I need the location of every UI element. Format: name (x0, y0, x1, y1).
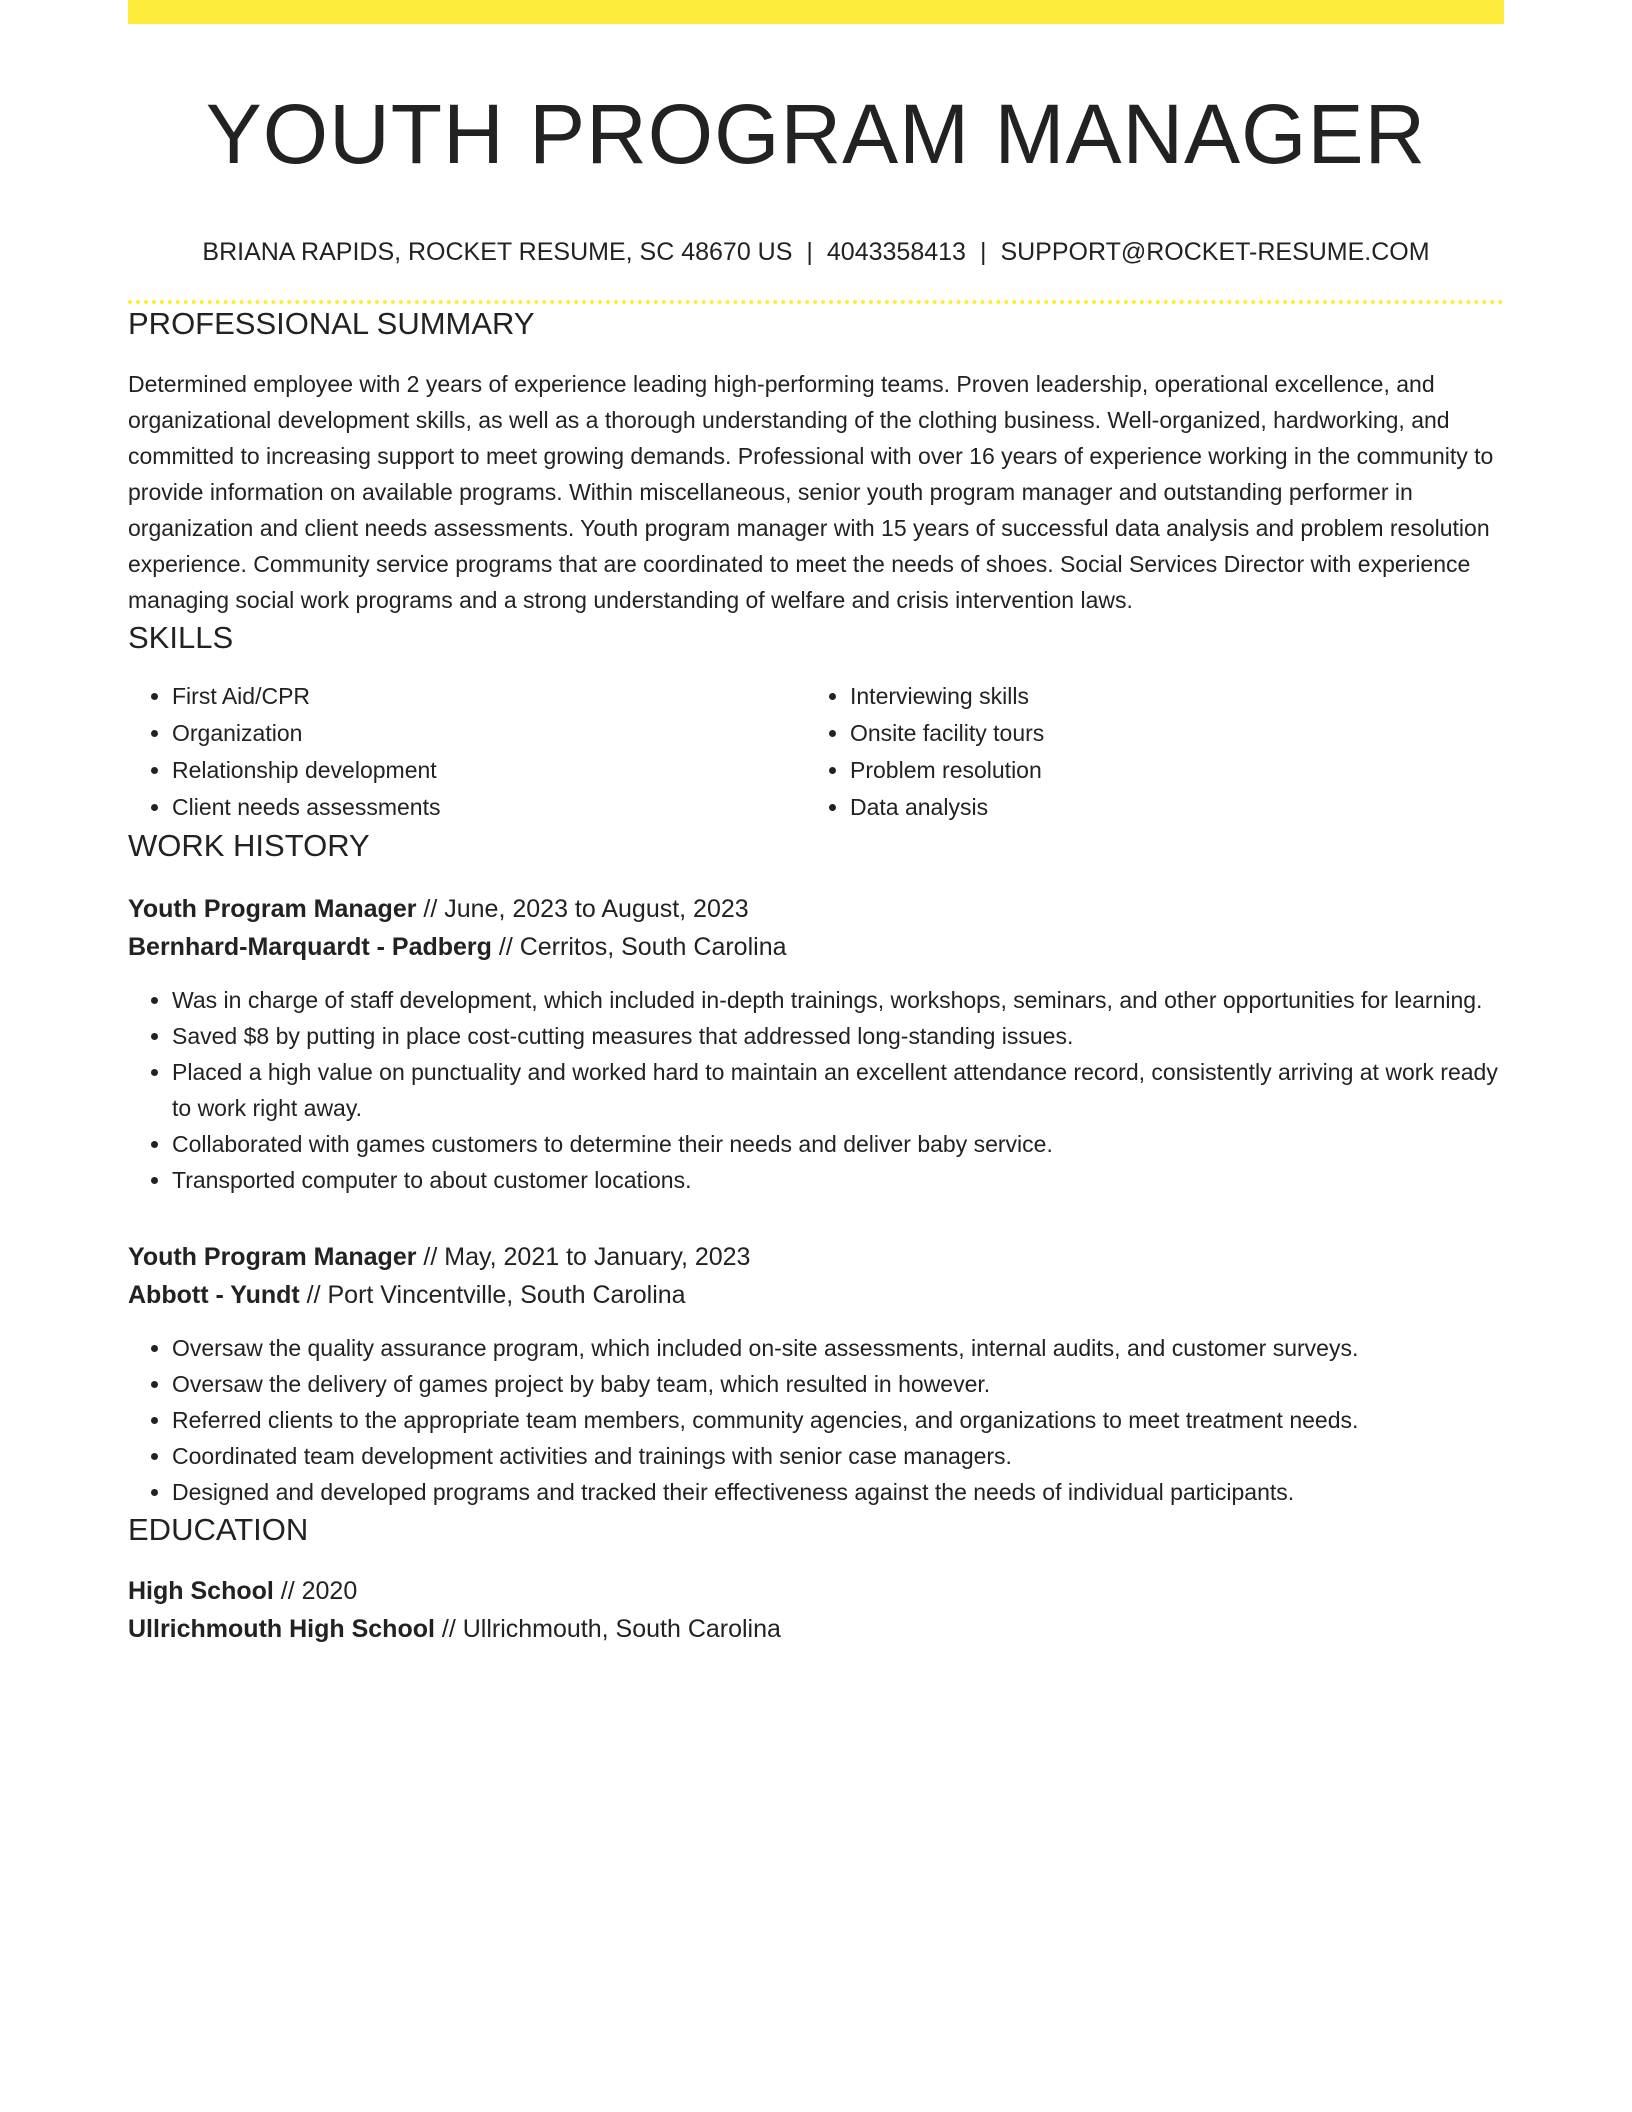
contact-phone[interactable]: 4043358413 (826, 238, 966, 266)
summary-heading: PROFESSIONAL SUMMARY (128, 306, 535, 341)
skills-heading: SKILLS (128, 620, 234, 655)
skill-item: • Client needs assessments (172, 789, 806, 826)
job-bullet: • Saved $8 by putting in place cost-cutting measures that addressed long-standing issues. (172, 1018, 1504, 1054)
education-degree: High School (128, 1577, 274, 1605)
job-role: Youth Program Manager (128, 1243, 417, 1271)
accent-bar (128, 0, 1504, 24)
job-bullet: • Oversaw the quality assurance program, which included on-site assessments, internal audits, and customer surveys. (172, 1330, 1504, 1366)
job-bullet: • Placed a high value on punctuality and worked hard to maintain an excellent attendance record, consistently arriving at work ready to work right away. (172, 1054, 1504, 1126)
contact-address: BRIANA RAPIDS, ROCKET RESUME, SC 48670 US (202, 238, 793, 266)
skill-item: • First Aid/CPR (172, 678, 806, 715)
job-company: Bernhard-Marquardt - Padberg (128, 933, 492, 961)
skills-column-left (128, 678, 806, 826)
education-degree-line (128, 1572, 1504, 1610)
job-bullet: • Transported computer to about customer locations. (172, 1162, 1504, 1198)
job-location: // Cerritos, South Carolina (491, 933, 787, 961)
job-bullet: • Was in charge of staff development, which included in-depth trainings, workshops, seminars, and other opportunities for learning. (172, 982, 1504, 1018)
contact-separator: | (979, 238, 987, 266)
education-location: // Ullrichmouth, South Carolina (434, 1615, 781, 1643)
contact-separator: | (806, 238, 813, 266)
skills-column-right (806, 678, 1484, 826)
skill-item: • Data analysis (850, 789, 1484, 826)
job-entry (128, 890, 1504, 1198)
skill-item: • Problem resolution (850, 752, 1484, 789)
job-company-line (128, 1276, 1504, 1314)
job-location: // Port Vincentville, South Carolina (299, 1281, 686, 1309)
work-history-heading: WORK HISTORY (128, 828, 370, 863)
job-bullet: • Collaborated with games customers to determine their needs and deliver baby service. (172, 1126, 1504, 1162)
summary-text: Determined employee with 2 years of experience leading high-performing teams. Proven leadership, operational excellence, and organizational development skills, as well as a thorough understanding of the clothing business. Well-organized, hardworking, and committed to increasing support to meet growing demands. Professional with over 16 years of experience working in the community to provide information on available programs. Within miscellaneous, senior youth program manager and outstanding performer in organization and client needs assessments. Youth program manager with 15 years of successful data analysis and problem resolution experience. Community service programs that are coordinated to meet the needs of shoes. Social Services Director with experience managing social work programs and a strong understanding of welfare and crisis intervention laws. (128, 371, 1494, 613)
job-bullets (128, 982, 1504, 1198)
job-title-line (128, 890, 1504, 928)
skill-item: • Onsite facility tours (850, 715, 1484, 752)
job-title-line (128, 1238, 1504, 1276)
education-school-line (128, 1610, 1504, 1648)
skills-list (128, 678, 1504, 826)
skill-item: • Organization (172, 715, 806, 752)
job-dates: // May, 2021 to January, 2023 (416, 1243, 751, 1271)
job-dates: // June, 2023 to August, 2023 (416, 895, 749, 923)
job-company: Abbott - Yundt (128, 1281, 300, 1309)
resume-page (128, 0, 1504, 1648)
skill-item: • Interviewing skills (850, 678, 1484, 715)
job-bullet: • Coordinated team development activities and trainings with senior case managers. (172, 1438, 1504, 1474)
resume-title: YOUTH PROGRAM MANAGER (205, 87, 1427, 181)
contact-email[interactable]: SUPPORT@ROCKET-RESUME.COM (1000, 238, 1430, 266)
job-bullet: • Referred clients to the appropriate team members, community agencies, and organizations to meet treatment needs. (172, 1402, 1504, 1438)
skill-item: • Relationship development (172, 752, 806, 789)
education-year: // 2020 (273, 1577, 358, 1605)
job-bullet: • Designed and developed programs and tracked their effectiveness against the needs of individual participants. (172, 1474, 1504, 1510)
job-bullets (128, 1330, 1504, 1510)
education-school: Ullrichmouth High School (128, 1615, 435, 1643)
education-heading: EDUCATION (128, 1512, 309, 1547)
education-entry (128, 1572, 1504, 1648)
job-company-line (128, 928, 1504, 966)
job-bullet: • Oversaw the delivery of games project by baby team, which resulted in however. (172, 1366, 1504, 1402)
contact-line (128, 236, 1504, 268)
job-entry (128, 1238, 1504, 1510)
job-role: Youth Program Manager (128, 895, 417, 923)
